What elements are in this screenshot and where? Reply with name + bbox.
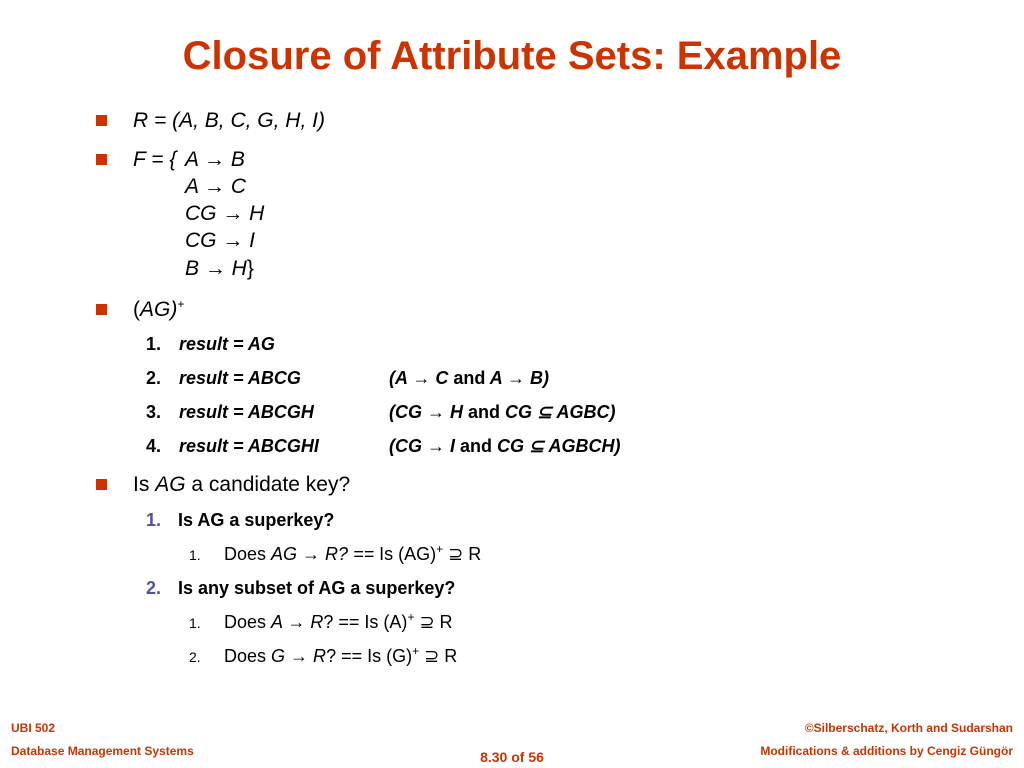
closure-step-4: 4.: [146, 436, 162, 456]
superkey-check: 1.: [189, 547, 201, 563]
footer-copyright: ©Silberschatz, Korth and Sudarshan: [804, 721, 1013, 735]
closure-step-1: 1.: [146, 334, 162, 354]
closure-step-2-result: result = ABCG: [179, 368, 301, 388]
bullet-marker: [96, 479, 107, 490]
fd-item-last: [185, 256, 254, 282]
candidate-key-question: Is AG a candidate key?: [133, 473, 351, 496]
closure-step-1-result: result = AG: [179, 334, 275, 354]
closure-step-3-result: result = ABCGH: [179, 402, 314, 422]
bullet-marker: [96, 115, 107, 126]
superkey-question-text: Is AG a superkey?: [178, 510, 335, 530]
footer-course: UBI 502: [11, 721, 56, 735]
subset-question-text: Is any subset of AG a superkey?: [178, 578, 456, 598]
subset-check-2-text: Does G → R? == Is (G)+ ⊇ R: [224, 644, 458, 666]
subset-question: 2.: [146, 578, 162, 598]
fd-item: CG → I: [185, 229, 256, 252]
closure-step-4-result: result = ABCGHI: [179, 436, 319, 456]
fd-set-close: }: [246, 257, 254, 280]
fd-set-lead: F = {: [133, 148, 177, 171]
subset-check-1: 1.: [189, 615, 201, 631]
superkey-question: 1.: [146, 510, 162, 530]
bullet-marker: [96, 154, 107, 165]
footer-subject: Database Management Systems: [11, 744, 194, 758]
page-number: 8.30 of 56: [480, 749, 544, 765]
fd-item: A → C: [185, 175, 247, 198]
fd-item: A → B: [185, 148, 245, 171]
subset-check-2: 2.: [189, 649, 201, 665]
footer-modifications: Modifications & additions by Cengiz Güngör: [760, 744, 1013, 758]
bullet-marker: [96, 304, 107, 315]
closure-step-3: 3.: [146, 402, 162, 422]
slide-title: Closure of Attribute Sets: Example: [182, 34, 842, 78]
closure-step-4-reason: (CG → I and CG ⊆ AGBCH): [389, 436, 621, 456]
fd-item: B → H: [185, 257, 247, 280]
relation-schema: R = (A, B, C, G, H, I): [133, 109, 325, 132]
closure-attrs: AG: [140, 298, 171, 321]
superkey-check-text: Does AG → R? == Is (AG)+ ⊇ R: [224, 542, 482, 564]
closure-step-3-reason: (CG → H and CG ⊆ AGBC): [389, 402, 616, 422]
fd-item: CG → H: [185, 202, 265, 225]
subset-check-1-text: Does A → R? == Is (A)+ ⊇ R: [224, 610, 453, 632]
closure-heading: (AG)+: [133, 297, 185, 321]
closure-step-2: 2.: [146, 368, 162, 388]
closure-step-2-reason: (A → C and A → B): [389, 368, 550, 388]
